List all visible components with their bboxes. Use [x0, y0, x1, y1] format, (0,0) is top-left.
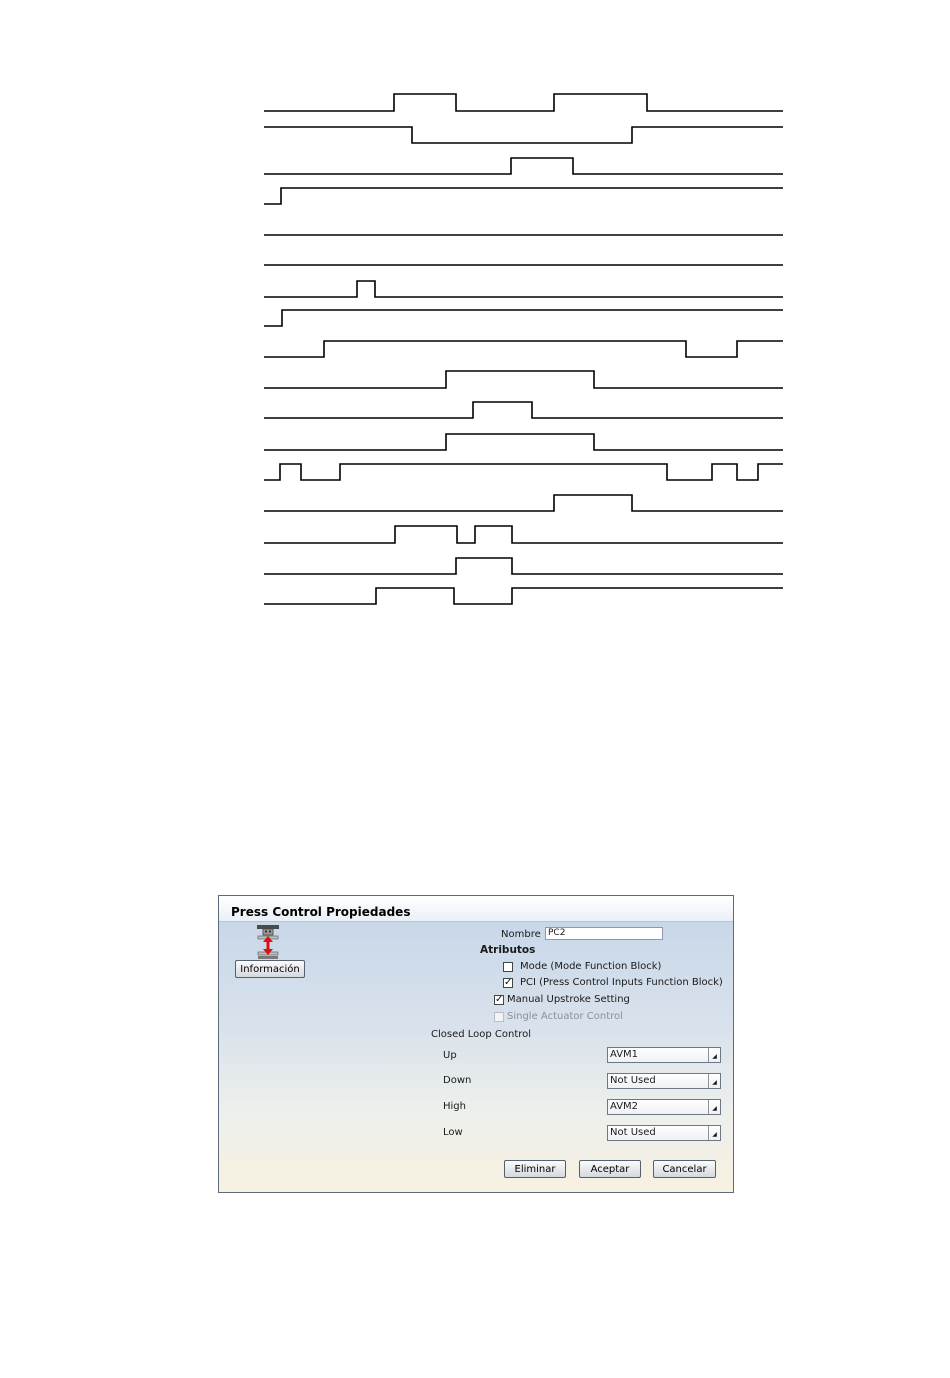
dropdown-arrow-icon: ◢: [708, 1100, 720, 1114]
signal-waveform-1: [264, 94, 783, 111]
delete-button[interactable]: Eliminar: [504, 1160, 566, 1178]
closed-loop-heading: Closed Loop Control: [431, 1029, 532, 1040]
dialog-title-bar: [219, 896, 733, 922]
cancel-button[interactable]: Cancelar: [653, 1160, 716, 1178]
name-label: Nombre: [501, 929, 541, 940]
attributes-heading: Atributos: [480, 944, 536, 956]
mode-checkbox[interactable]: [503, 962, 513, 972]
signal-waveform-13: [264, 464, 783, 480]
pci-checkbox-label: PCI (Press Control Inputs Function Block): [520, 977, 723, 988]
press-control-icon: [255, 924, 281, 960]
signal-waveform-11: [264, 402, 783, 418]
signal-waveform-7: [264, 281, 783, 297]
signal-waveform-12: [264, 434, 783, 450]
signal-waveform-16: [264, 558, 783, 574]
dialog-title: Press Control Propiedades: [231, 905, 411, 919]
signal-waveform-3: [264, 158, 783, 174]
low-select[interactable]: [607, 1125, 721, 1141]
mode-checkbox-label: Mode (Mode Function Block): [520, 961, 662, 972]
dropdown-arrow-icon: ◢: [708, 1074, 720, 1088]
signal-waveform-9: [264, 341, 783, 357]
name-input[interactable]: PC2: [545, 927, 663, 940]
information-button[interactable]: Información: [235, 960, 305, 978]
dropdown-arrow-icon: ◢: [708, 1126, 720, 1140]
press-control-dialog: [218, 895, 734, 1193]
signal-waveform-14: [264, 495, 783, 511]
high-select[interactable]: [607, 1099, 721, 1115]
down-label: Down: [443, 1075, 472, 1086]
up-select-value: AVM1: [610, 1049, 639, 1060]
up-select[interactable]: [607, 1047, 721, 1063]
single-actuator-label: Single Actuator Control: [507, 1011, 623, 1022]
timing-diagram: [0, 0, 950, 650]
checkbox-check-icon: ✓: [495, 994, 504, 1005]
signal-waveform-10: [264, 371, 783, 388]
single-actuator-checkbox[interactable]: [494, 1012, 504, 1022]
dropdown-arrow-icon: ◢: [708, 1048, 720, 1062]
low-label: Low: [443, 1127, 463, 1138]
up-label: Up: [443, 1050, 457, 1061]
manual-upstroke-label: Manual Upstroke Setting: [507, 994, 630, 1005]
signal-waveform-15: [264, 526, 783, 543]
manual-upstroke-checkbox[interactable]: [494, 995, 504, 1005]
down-select-value: Not Used: [610, 1075, 656, 1086]
accept-button[interactable]: Aceptar: [579, 1160, 641, 1178]
high-label: High: [443, 1101, 466, 1112]
high-select-value: AVM2: [610, 1101, 639, 1112]
down-select[interactable]: [607, 1073, 721, 1089]
low-select-value: Not Used: [610, 1127, 656, 1138]
signal-waveform-17: [264, 588, 783, 604]
signal-waveform-4: [264, 188, 783, 204]
checkbox-check-icon: ✓: [504, 977, 513, 988]
pci-checkbox[interactable]: [503, 978, 513, 988]
signal-waveform-2: [264, 127, 783, 143]
signal-waveform-8: [264, 310, 783, 326]
